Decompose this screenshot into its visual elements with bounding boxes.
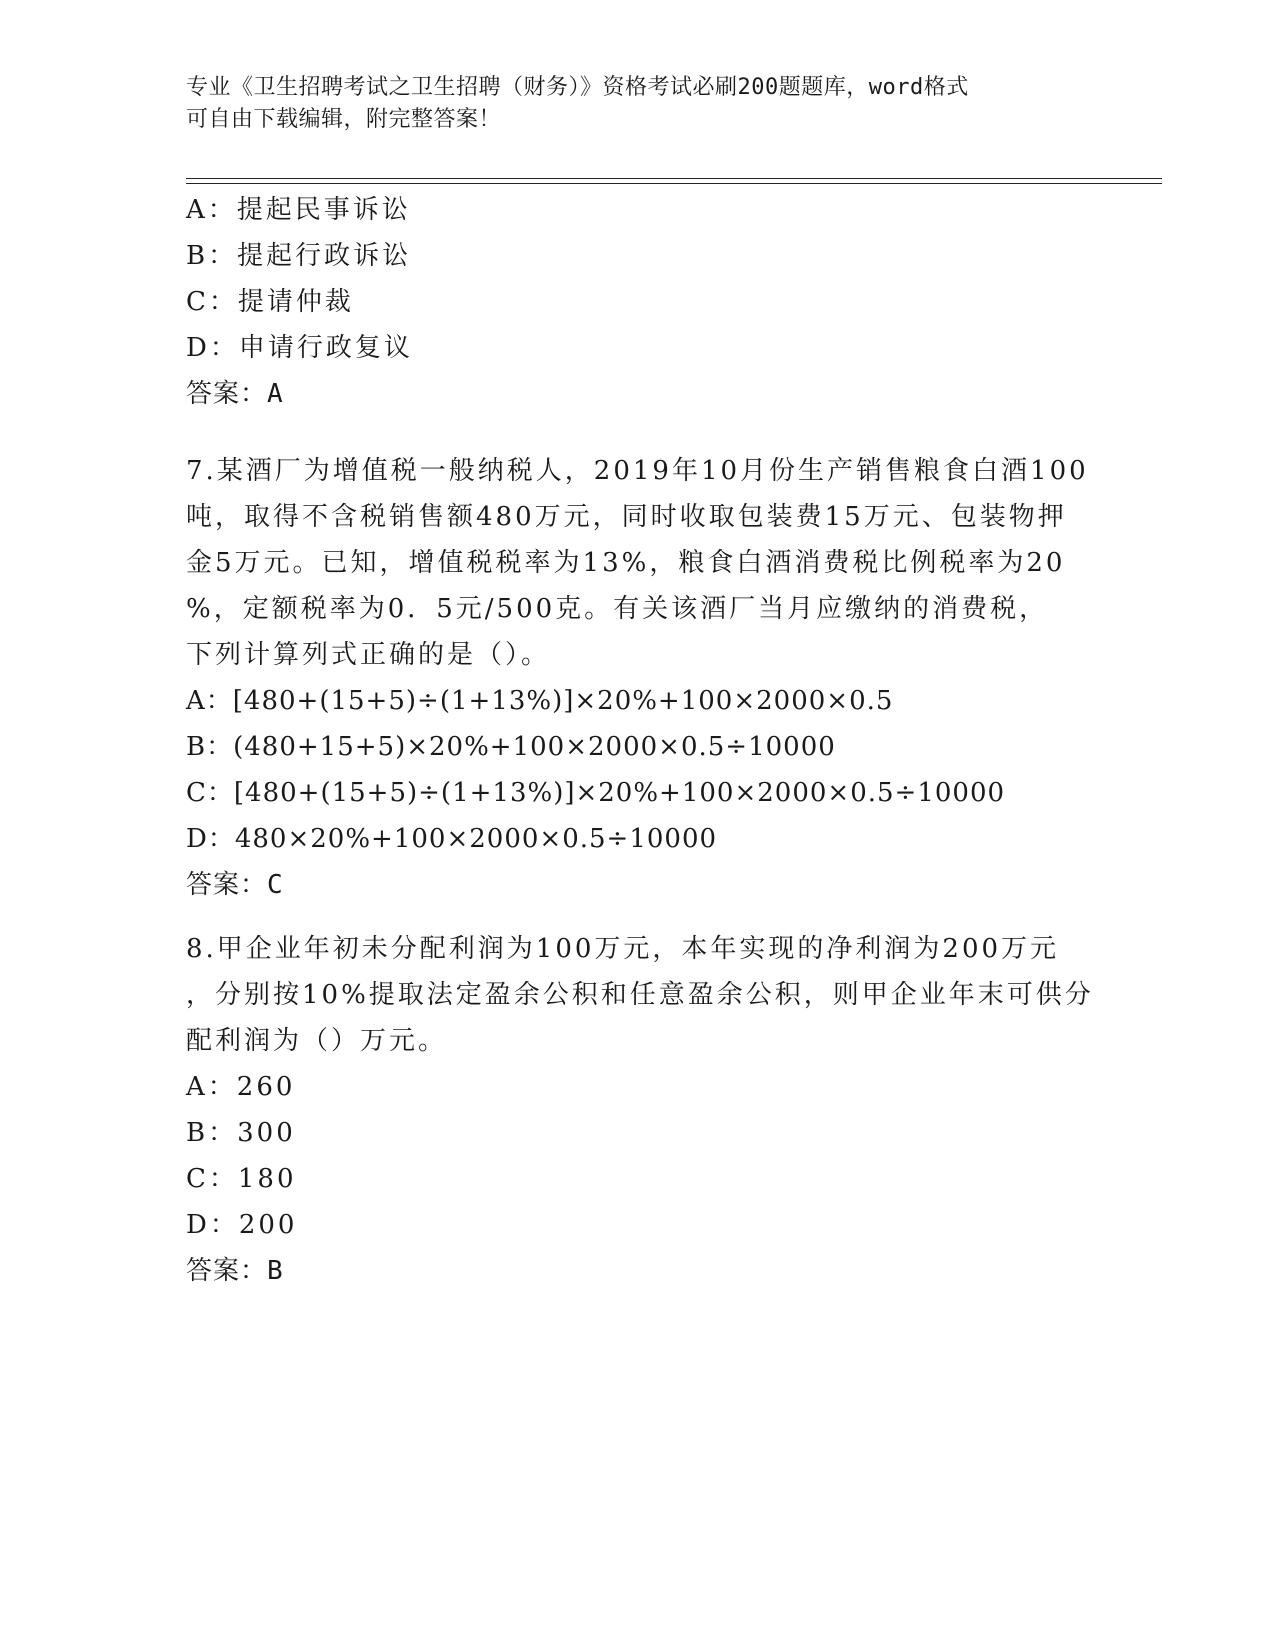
stem-line: 吨，取得不含税销售额480万元，同时收取包装费15万元、包装物押 (186, 502, 1067, 532)
option-b: B：300 (186, 1118, 296, 1148)
answer-line: 答案：A (186, 379, 284, 409)
stem-line: 8.甲企业年初未分配利润为100万元，本年实现的净利润为200万元 (186, 934, 1060, 964)
header-divider-top (186, 178, 1162, 179)
stem-line: 配利润为（）万元。 (186, 1026, 448, 1056)
stem-line: %，定额税率为0．5元/500克。有关该酒厂当月应缴纳的消费税， (186, 594, 1049, 624)
option-d: D：申请行政复议 (186, 333, 413, 363)
question-stem (186, 448, 1089, 678)
option-b: B：(480+15+5)×20%+100×2000×0.5÷10000 (186, 732, 836, 762)
header-line-1: 专业《卫生招聘考试之卫生招聘（财务）》资格考试必刷200题题库，word格式 (186, 75, 969, 100)
option-d: D：480×20%+100×2000×0.5÷10000 (186, 824, 718, 854)
stem-line: ，分别按10%提取法定盈余公积和任意盈余公积，则甲企业年末可供分 (186, 980, 1094, 1010)
question-8 (186, 926, 1094, 1294)
answer-line: 答案：C (186, 870, 284, 900)
question-7 (186, 448, 1089, 908)
option-a: A：260 (186, 1072, 296, 1102)
option-a: A：[480+(15+5)÷(1+13%)]×20%+100×2000×0.5 (186, 686, 894, 716)
question-stem (186, 926, 1094, 1064)
option-c: C：180 (186, 1164, 297, 1194)
answer-line: 答案：B (186, 1256, 284, 1286)
document-header (186, 72, 1076, 136)
question-6 (186, 187, 1086, 417)
stem-line: 金5万元。已知，增值税税率为13%，粮食白酒消费税比例税率为20 (186, 548, 1066, 578)
header-line-2: 可自由下载编辑，附完整答案！ (186, 107, 502, 132)
option-b: B：提起行政诉讼 (186, 241, 412, 271)
option-c: C：[480+(15+5)÷(1+13%)]×20%+100×2000×0.5÷10000 (186, 778, 1006, 808)
header-divider-bottom (186, 183, 1162, 184)
stem-line: 下列计算列式正确的是（）。 (186, 640, 551, 670)
option-a: A：提起民事诉讼 (186, 195, 411, 225)
option-d: D：200 (186, 1210, 298, 1240)
stem-line: 7.某酒厂为增值税一般纳税人，2019年10月份生产销售粮食白酒100 (186, 456, 1089, 486)
option-c: C：提请仲裁 (186, 287, 354, 317)
